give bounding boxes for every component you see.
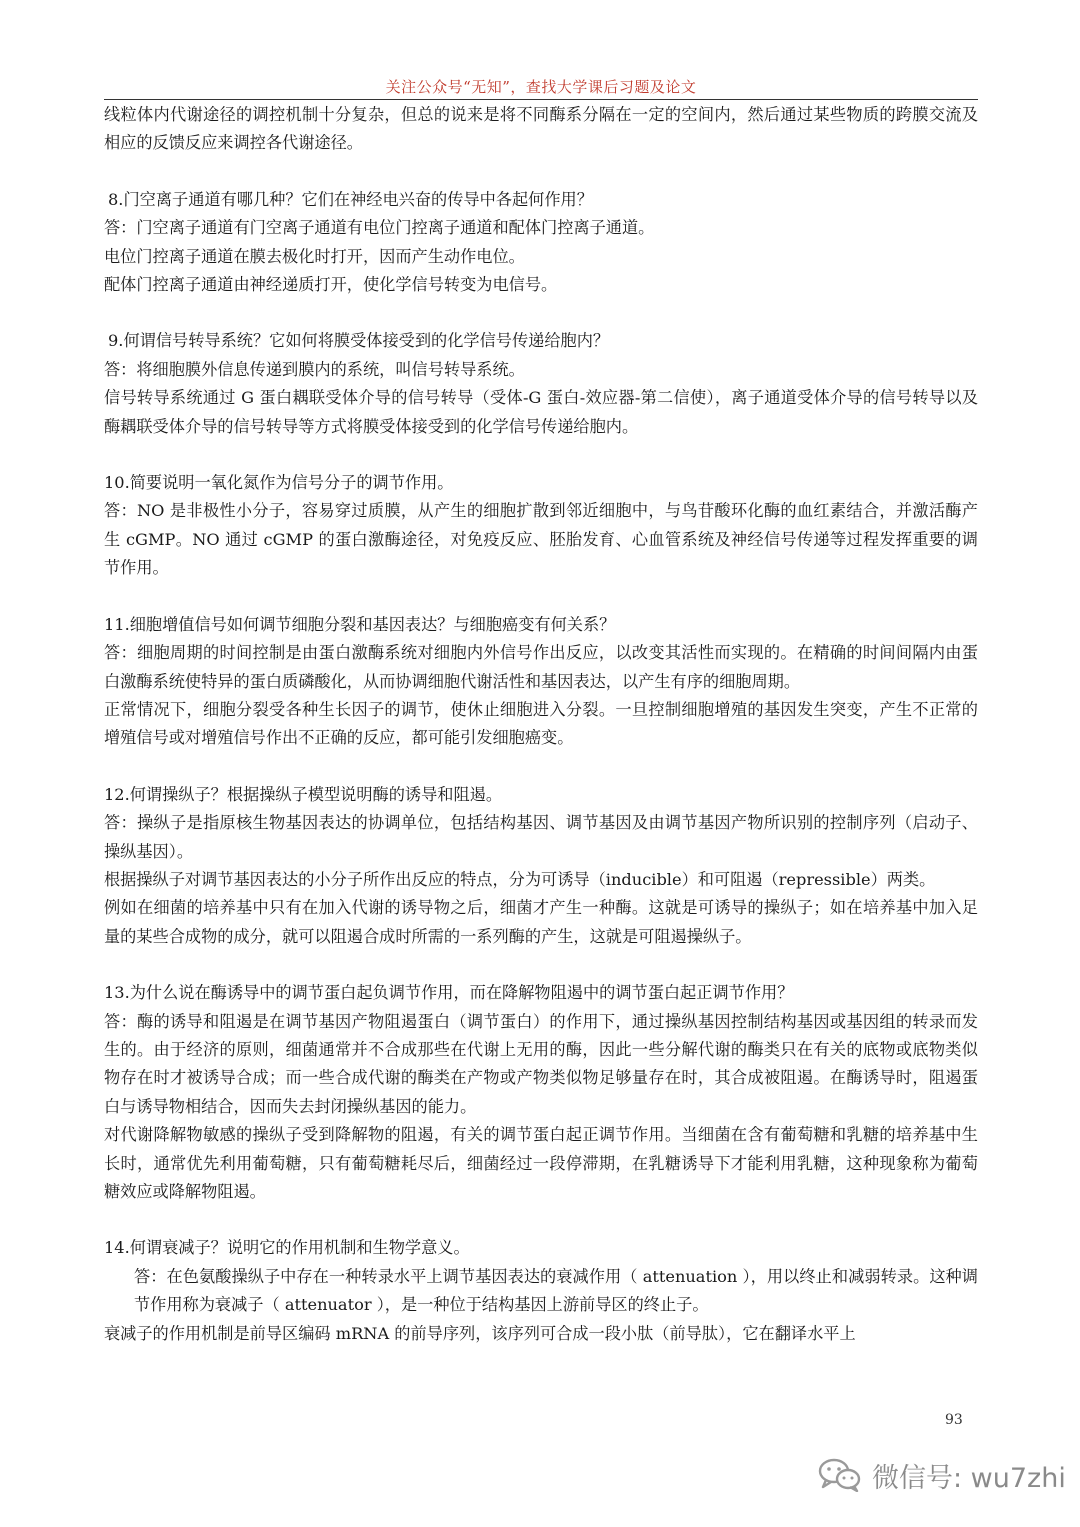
- page-content: [104, 101, 978, 1348]
- watermark-text: 微信号: wu7zhi: [872, 1462, 1066, 1494]
- question-9: 9.何谓信号转导系统？它如何将膜受体接受到的化学信号传递给胞内？: [108, 331, 610, 351]
- question-13: 13.为什么说在酶诱导中的调节蛋白起负调节作用，而在降解物阻遏中的调节蛋白起正调节作用？: [104, 983, 794, 1003]
- answer-line: 配体门控离子通道由神经递质打开，使化学信号转变为电信号。: [104, 275, 558, 295]
- wechat-icon: [818, 1458, 862, 1492]
- answer-line: 答：酶的诱导和阻遏是在调节基因产物阻遏蛋白（调节蛋白）的作用下，通过操纵基因控制结构基因或基因组的转录而发生的。由于经济的原则，细菌通常并不合成那些在代谢上无用的酶，因此一些分解代谢的酶类只在有关的底物或底物类似物存在时才被诱导合成；而一些合成代谢的酶类在产物或产物类似物足够量存在时，其合成被阻遏。在酶诱导时，阻遏蛋白与诱导物相结合，因而失去封闭操纵基因的能力。: [104, 1011, 978, 1116]
- header-rule: [104, 99, 978, 100]
- answer-line: 根据操纵子对调节基因表达的小分子所作出反应的特点，分为可诱导（inducible）和可阻遏（repressible）两类。: [104, 869, 936, 889]
- answer-line: 例如在细菌的培养基中只有在加入代谢的诱导物之后，细菌才产生一种酶。这就是可诱导的操纵子；如在培养基中加入足量的某些合成物的成分，就可以阻遏合成时所需的一系列酶的产生，这就是可阻遏操纵子。: [104, 898, 978, 946]
- question-8: 8.门空离子通道有哪几种？它们在神经电兴奋的传导中各起何作用？: [108, 189, 593, 209]
- answer-line: 信号转导系统通过 G 蛋白耦联受体介导的信号转导（受体-G 蛋白-效应器-第二信使），离子通道受体介导的信号转导以及酶耦联受体介导的信号转导等方式将膜受体接受到的化学信号传递给胞内。: [104, 388, 978, 436]
- question-11: 11.细胞增值信号如何调节细胞分裂和基因表达？与细胞癌变有何关系？: [104, 614, 616, 634]
- answer-line: 答：在色氨酸操纵子中存在一种转录水平上调节基因表达的衰减作用（ attenuation ），用以终止和减弱转录。这种调节作用称为衰减子（ attenuator ），是一种位于结构基因上游前导区的终止子。: [134, 1266, 978, 1315]
- answer-line: 衰减子的作用机制是前导区编码 mRNA 的前导序列，该序列可合成一段小肽（前导肽），它在翻译水平上: [104, 1323, 856, 1343]
- answer-line: 答：NO 是非极性小分子，容易穿过质膜，从产生的细胞扩散到邻近细胞中，与鸟苷酸环化酶的血红素结合，并激活酶产生 cGMP。NO 通过 cGMP 的蛋白激酶途径，对免疫反应、胚胎发育、心血管系统及神经信号传递等过程发挥重要的调节作用。: [104, 501, 978, 578]
- answer-line: 电位门控离子通道在膜去极化时打开，因而产生动作电位。: [104, 246, 525, 266]
- page-number: 93: [945, 1412, 963, 1428]
- question-12: 12.何谓操纵子？根据操纵子模型说明酶的诱导和阻遏。: [104, 784, 503, 804]
- question-14: 14.何谓衰减子？说明它的作用机制和生物学意义。: [104, 1238, 470, 1258]
- answer-line: 正常情况下，细胞分裂受各种生长因子的调节，使休止细胞进入分裂。一旦控制细胞增殖的基因发生突变，产生不正常的增殖信号或对增殖信号作出不正确的反应，都可能引发细胞癌变。: [104, 699, 978, 748]
- answer-line: 对代谢降解物敏感的操纵子受到降解物的阻遏，有关的调节蛋白起正调节作用。当细菌在含有葡萄糖和乳糖的培养基中生长时，通常优先利用葡萄糖，只有葡萄糖耗尽后，细菌经过一段停滞期，在乳糖诱导下才能利用乳糖，这种现象称为葡萄糖效应或降解物阻遏。: [104, 1125, 978, 1201]
- paragraph: 线粒体内代谢途径的调控机制十分复杂，但总的说来是将不同酶系分隔在一定的空间内，然后通过某些物质的跨膜交流及相应的反馈反应来调控各代谢途径。: [104, 105, 978, 153]
- answer-line: 答：细胞周期的时间控制是由蛋白激酶系统对细胞内外信号作出反应，以改变其活性而实现的。在精确的时间间隔内由蛋白激酶系统使特异的蛋白质磷酸化，从而协调细胞代谢活性和基因表达，以产生有序的细胞周期。: [104, 643, 978, 691]
- page-header: 关注公众号“无知”，查找大学课后习题及论文: [385, 78, 697, 96]
- answer-line: 答：将细胞膜外信息传递到膜内的系统，叫信号转导系统。: [104, 359, 525, 379]
- answer-line: 答：门空离子通道有门空离子通道有电位门控离子通道和配体门控离子通道。: [104, 218, 655, 238]
- answer-line: 答：操纵子是指原核生物基因表达的协调单位，包括结构基因、调节基因及由调节基因产物所识别的控制序列（启动子、操纵基因）。: [104, 813, 978, 861]
- watermark: [818, 1455, 1066, 1495]
- question-10: 10.简要说明一氧化氮作为信号分子的调节作用。: [104, 473, 454, 493]
